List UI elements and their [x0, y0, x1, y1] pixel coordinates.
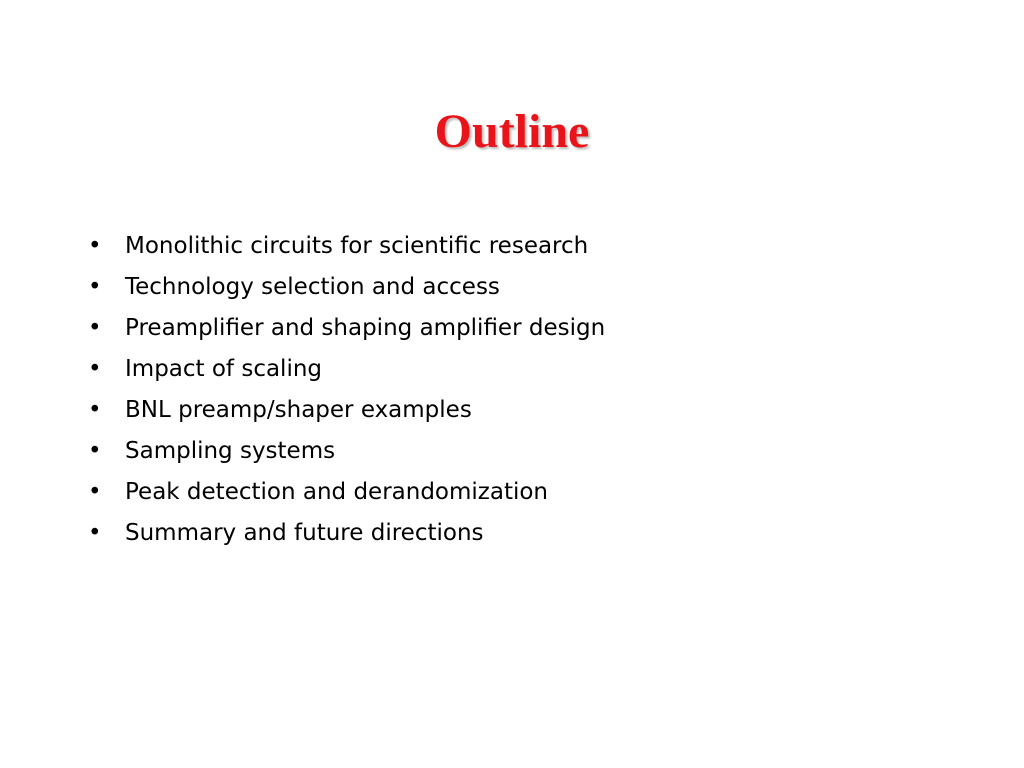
bullet-icon: • — [88, 520, 102, 546]
bullet-icon: • — [88, 397, 102, 423]
bullet-item — [88, 390, 605, 431]
bullet-list — [88, 226, 605, 554]
bullet-item — [88, 472, 605, 513]
bullet-icon: • — [88, 274, 102, 300]
bullet-text: Impact of scaling — [125, 356, 323, 382]
bullet-icon: • — [88, 315, 102, 341]
bullet-text: Summary and future directions — [125, 520, 484, 546]
bullet-icon: • — [88, 479, 102, 505]
bullet-item — [88, 267, 605, 308]
slide-title: Outline — [434, 105, 590, 158]
bullet-item — [88, 226, 605, 267]
bullet-icon: • — [88, 356, 102, 382]
bullet-text: Peak detection and derandomization — [125, 479, 549, 505]
bullet-icon: • — [88, 438, 102, 464]
bullet-item — [88, 349, 605, 390]
bullet-text: Sampling systems — [125, 438, 336, 464]
bullet-text: Preamplifier and shaping amplifier design — [125, 315, 606, 341]
bullet-text: BNL preamp/shaper examples — [125, 397, 472, 423]
bullet-item — [88, 431, 605, 472]
bullet-item — [88, 513, 605, 554]
bullet-text: Technology selection and access — [125, 274, 500, 300]
bullet-item — [88, 308, 605, 349]
bullet-text: Monolithic circuits for scientific research — [125, 233, 589, 259]
bullet-icon: • — [88, 233, 102, 259]
